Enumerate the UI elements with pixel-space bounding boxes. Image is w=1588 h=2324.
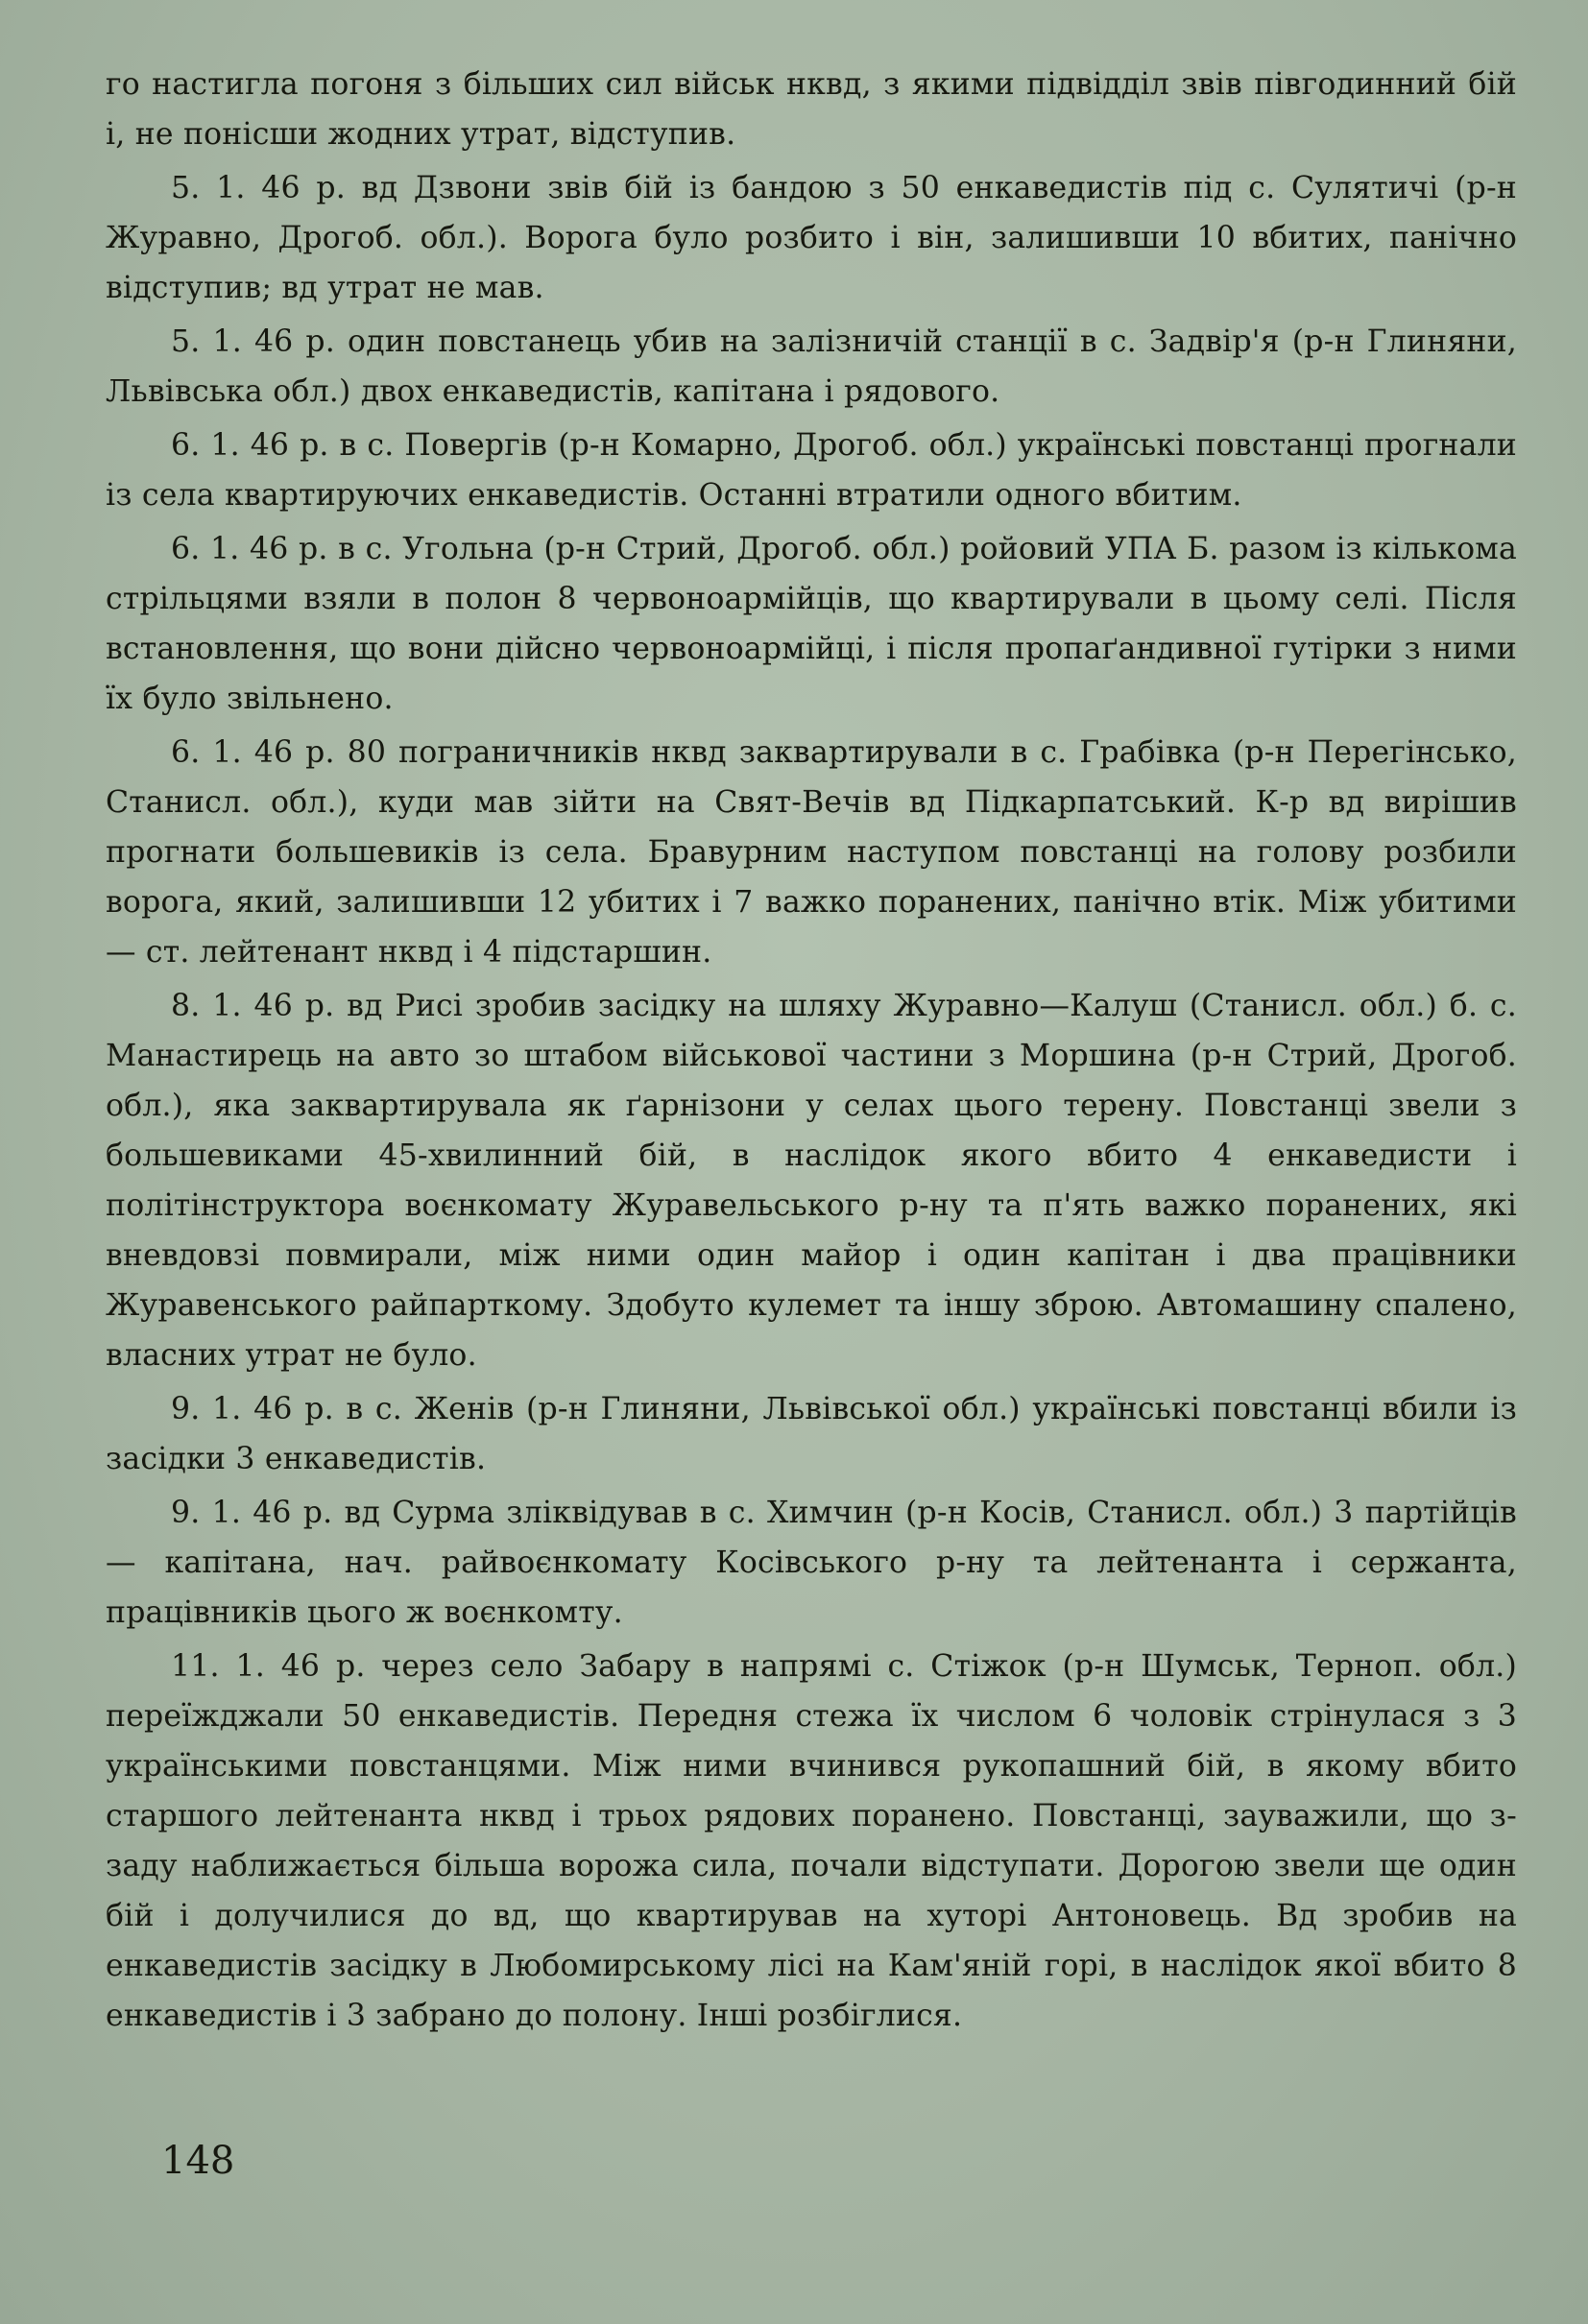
paragraph-entry: 5. 1. 46 р. вд Дзвони звів бій із бандою з 50 енкаведистів під с. Сулятичі (р-н Журавно, Дрогоб. обл.). Ворога було розбито і він, залишивши 10 вбитих, панічно відступив; вд утрат не мав. — [106, 171, 1517, 305]
document-body — [106, 60, 1517, 2045]
paragraph-entry: 9. 1. 46 р. в с. Женів (р-н Глиняни, Львівської обл.) українські повстанці вбили із засідки 3 енкаведистів. — [106, 1392, 1517, 1476]
paragraph-entry: 8. 1. 46 р. вд Рисі зробив засідку на шляху Журавно—Калуш (Станисл. обл.) б. с. Манастирець на авто зо штабом військової частини з Моршина (р-н Стрий, Дрогоб. обл.), яка заквартирувала як ґарнізони у селах цього терену. Повстанці звели з большевиками 45-хвилинний бій, в наслідок якого вбито 4 енкаведисти і політінструктора воєнкомату Журавельського р-ну та п'ять важко поранених, які вневдовзі повмирали, між ними один майор і один капітан і два працівники Журавенського райпарткому. Здобуто кулемет та іншу зброю. Автомашину спалено, власних утрат не було. — [106, 989, 1517, 1373]
paragraph-entry: 6. 1. 46 р. в с. Угольна (р-н Стрий, Дрогоб. обл.) ройовий УПА Б. разом із кількома стрільцями взяли в полон 8 червоноармійців, що квартирували в цьому селі. Після встановлення, що вони дійсно червоноармійці, і після пропаґандивної гутірки з ними їх було звільнено. — [106, 532, 1517, 716]
paragraph-entry: 11. 1. 46 р. через село Забару в напрямі с. Стіжок (р-н Шумськ, Терноп. обл.) переїжджали 50 енкаведистів. Передня стежа їх числом 6 чоловік стрінулася з 3 українськими повстанцями. Між ними вчинився рукопашний бій, в якому вбито старшого лейтенанта нквд і трьох рядових поранено. Повстанці, зауважили, що з-заду наближається більша ворожа сила, почали відступати. Дорогою звели ще один бій і долучилися до вд, що квартирував на хуторі Антоновець. Вд зробив на енкаведистів засідку в Любомирському лісі на Кам'яній горі, в наслідок якої вбито 8 енкаведистів і 3 забрано до полону. Інші розбіглися. — [106, 1649, 1517, 2033]
paragraph-entry: 6. 1. 46 р. в с. Повергів (р-н Комарно, Дрогоб. обл.) українські повстанці прогнали із села квартируючих енкаведистів. Останні втратили одного вбитим. — [106, 428, 1517, 513]
paragraph-entry: 9. 1. 46 р. вд Сурма зліквідував в с. Химчин (р-н Косів, Станисл. обл.) 3 партійців — капітана, нач. райвоєнкомату Косівського р-ну та лейтенанта і сержанта, працівників цього ж воєнкомту. — [106, 1496, 1517, 1630]
paragraph-entry: 6. 1. 46 р. 80 пограничників нквд заквартирували в с. Грабівка (р-н Перегінсько, Станисл. обл.), куди мав зійти на Свят-Вечів вд Підкарпатський. К-р вд вирішив прогнати большевиків із села. Бравурним наступом повстанці на голову розбили ворога, який, залишивши 12 убитих і 7 важко поранених, панічно втік. Між убитими — ст. лейтенант нквд і 4 підстаршин. — [106, 735, 1517, 970]
paragraph-entry: 5. 1. 46 р. один повстанець убив на залізничій станції в с. Задвір'я (р-н Глиняни, Львівська обл.) двох енкаведистів, капітана і рядового. — [106, 324, 1517, 409]
page-number: 148 — [161, 2139, 235, 2183]
paragraph-continuation: го настигла погоня з більших сил військ нквд, з якими підвідділ звів півгодинний бій і, не понісши жодних утрат, відступив. — [106, 67, 1517, 152]
